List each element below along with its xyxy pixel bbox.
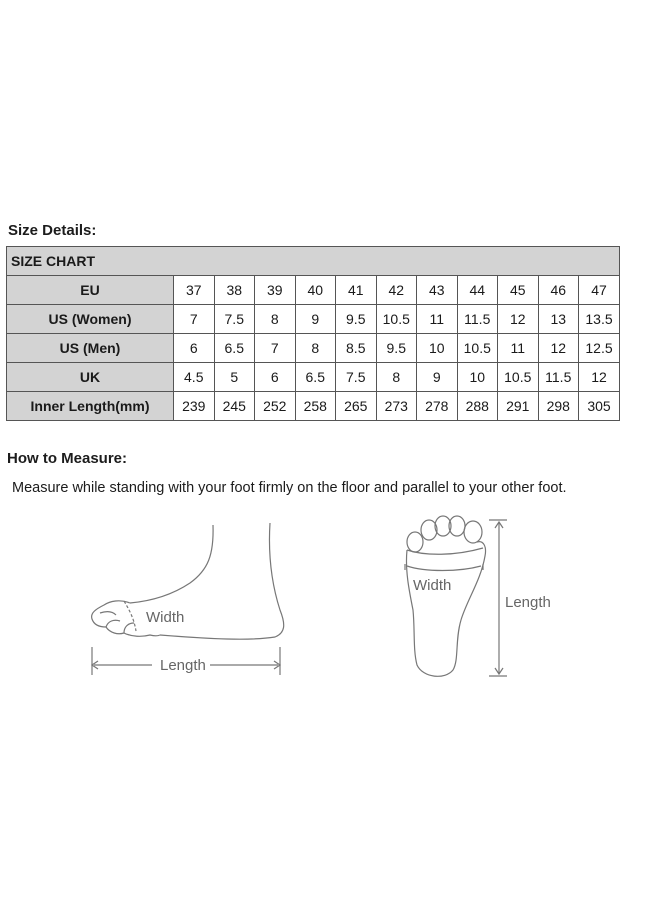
size-row [7, 305, 619, 334]
size-cell: 44 [457, 276, 498, 305]
measure-instruction: Measure while standing with your foot firmly on the floor and parallel to your other foot. [12, 480, 567, 496]
size-cell: 12 [538, 334, 579, 363]
size-cell: 42 [376, 276, 417, 305]
size-cell: 6.5 [214, 334, 255, 363]
size-cell: 288 [457, 392, 498, 421]
foot-sole-view-illustration [395, 510, 565, 685]
side-length-label: Length [160, 657, 206, 674]
size-cell: 6.5 [295, 363, 336, 392]
size-cell: 41 [336, 276, 377, 305]
size-cell: 258 [295, 392, 336, 421]
size-chart [6, 246, 620, 421]
size-row-label: US (Women) [7, 305, 174, 334]
size-chart-title: SIZE CHART [7, 247, 619, 276]
size-cell: 8.5 [336, 334, 377, 363]
size-cell: 8 [376, 363, 417, 392]
size-details-heading: Size Details: [8, 222, 97, 239]
size-row [7, 276, 619, 305]
size-cell: 7 [174, 305, 215, 334]
size-cell: 13 [538, 305, 579, 334]
size-cell: 7.5 [214, 305, 255, 334]
size-cell: 6 [255, 363, 296, 392]
size-cell: 10 [457, 363, 498, 392]
size-cell: 5 [214, 363, 255, 392]
size-cell: 10 [417, 334, 458, 363]
size-row [7, 334, 619, 363]
size-cell: 11 [417, 305, 458, 334]
side-width-label: Width [146, 609, 185, 626]
foot-side-view-illustration [80, 515, 300, 685]
size-cell: 47 [579, 276, 620, 305]
sole-length-label: Length [505, 594, 551, 611]
size-cell: 40 [295, 276, 336, 305]
size-row [7, 392, 619, 421]
how-to-measure-heading: How to Measure: [7, 450, 128, 467]
size-cell: 12 [498, 305, 539, 334]
size-row-label: US (Men) [7, 334, 174, 363]
size-cell: 278 [417, 392, 458, 421]
size-cell: 38 [214, 276, 255, 305]
size-row [7, 363, 619, 392]
size-cell: 245 [214, 392, 255, 421]
size-cell: 239 [174, 392, 215, 421]
size-cell: 45 [498, 276, 539, 305]
size-cell: 10.5 [376, 305, 417, 334]
size-row-label: Inner Length(mm) [7, 392, 174, 421]
size-cell: 11.5 [538, 363, 579, 392]
size-cell: 252 [255, 392, 296, 421]
size-table [7, 276, 619, 420]
size-cell: 10.5 [498, 363, 539, 392]
size-cell: 8 [255, 305, 296, 334]
size-cell: 13.5 [579, 305, 620, 334]
sole-width-label: Width [413, 577, 452, 594]
size-cell: 11.5 [457, 305, 498, 334]
size-cell: 7 [255, 334, 296, 363]
size-cell: 305 [579, 392, 620, 421]
size-cell: 7.5 [336, 363, 377, 392]
size-cell: 9 [295, 305, 336, 334]
size-cell: 291 [498, 392, 539, 421]
size-cell: 43 [417, 276, 458, 305]
size-cell: 12.5 [579, 334, 620, 363]
size-cell: 6 [174, 334, 215, 363]
size-cell: 9.5 [376, 334, 417, 363]
size-cell: 298 [538, 392, 579, 421]
size-cell: 11 [498, 334, 539, 363]
size-row-label: UK [7, 363, 174, 392]
size-cell: 46 [538, 276, 579, 305]
size-cell: 37 [174, 276, 215, 305]
size-cell: 4.5 [174, 363, 215, 392]
size-cell: 10.5 [457, 334, 498, 363]
size-cell: 273 [376, 392, 417, 421]
size-cell: 265 [336, 392, 377, 421]
size-cell: 39 [255, 276, 296, 305]
size-cell: 9.5 [336, 305, 377, 334]
size-cell: 12 [579, 363, 620, 392]
size-cell: 9 [417, 363, 458, 392]
size-row-label: EU [7, 276, 174, 305]
size-cell: 8 [295, 334, 336, 363]
